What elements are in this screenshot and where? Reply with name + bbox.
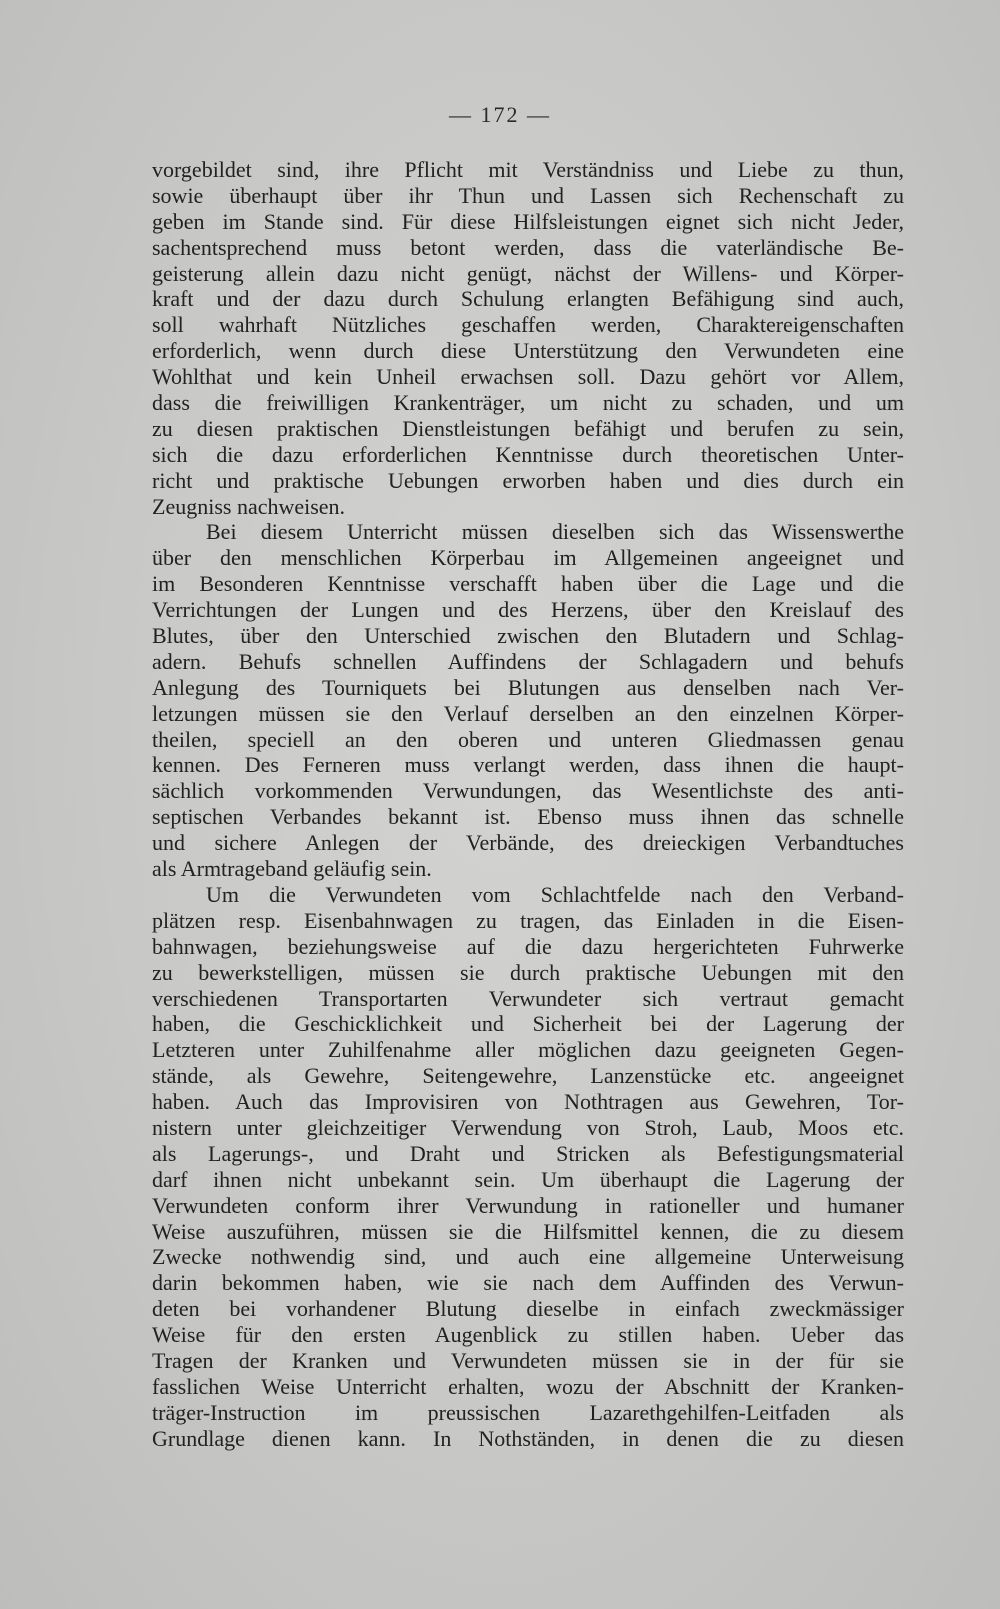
text-line: sächlich vorkommenden Verwundungen, das Wesentlichste des anti- <box>152 778 904 804</box>
text-line: vorgebildet sind, ihre Pflicht mit Verständniss und Liebe zu thun, <box>152 157 904 182</box>
text-line: dass die freiwilligen Krankenträger, um nicht zu schaden, und um <box>152 390 904 416</box>
text-line: letzungen müssen sie den Verlauf derselben an den einzelnen Körper- <box>152 700 904 726</box>
text-line: septischen Verbandes bekannt ist. Ebenso muss ihnen das schnelle <box>152 804 904 830</box>
text-line: nistern unter gleichzeitiger Verwendung von Stroh, Laub, Moos etc. <box>152 1114 904 1140</box>
text-line: Weise auszuführen, müssen sie die Hilfsmittel kennen, die zu diesem <box>152 1218 904 1244</box>
text-line: erforderlich, wenn durch diese Unterstützung den Verwundeten eine <box>152 338 904 364</box>
text-line: Wohlthat und kein Unheil erwachsen soll. Dazu gehört vor Allem, <box>152 364 904 390</box>
text-line: Letzteren unter Zuhilfenahme aller möglichen dazu geeigneten Gegen- <box>152 1037 904 1063</box>
text-line: Bei diesem Unterricht müssen dieselben sich das Wissenswerthe <box>206 519 904 545</box>
text-line: zu bewerkstelligen, müssen sie durch praktische Uebungen mit den <box>152 959 904 985</box>
text-line: theilen, speciell an den oberen und unteren Gliedmassen genau <box>152 726 904 752</box>
text-line: und sichere Anlegen der Verbände, des dreieckigen Verbandtuches <box>152 830 904 856</box>
text-line: darf ihnen nicht unbekannt sein. Um überhaupt die Lagerung der <box>152 1166 904 1192</box>
paragraph-2 <box>152 519 904 881</box>
text-line: über den menschlichen Körperbau im Allgemeinen angeeignet und <box>152 545 904 571</box>
text-line: haben, die Geschicklichkeit und Sicherheit bei der Lagerung der <box>152 1011 904 1037</box>
text-line: Verwundeten conform ihrer Verwundung in rationeller und humaner <box>152 1192 904 1218</box>
text-line: kraft und der dazu durch Schulung erlangten Befähigung sind auch, <box>152 286 904 312</box>
text-line: Weise für den ersten Augenblick zu stillen haben. Ueber das <box>152 1322 904 1348</box>
text-line: Zeugniss nachweisen. <box>152 493 346 519</box>
text-line: geben im Stande sind. Für diese Hilfsleistungen eignet sich nicht Jeder, <box>152 208 904 234</box>
text-line: bahnwagen, beziehungsweise auf die dazu hergerichteten Fuhrwerke <box>152 933 904 959</box>
text-line: zu diesen praktischen Dienstleistungen befähigt und berufen zu sein, <box>152 415 904 441</box>
text-line: Zwecke nothwendig sind, und auch eine allgemeine Unterweisung <box>152 1244 904 1270</box>
text-line: Verrichtungen der Lungen und des Herzens, über den Kreislauf des <box>152 597 904 623</box>
text-line: träger-Instruction im preussischen Lazarethgehilfen-Leitfaden als <box>152 1399 904 1425</box>
text-line: sachentsprechend muss betont werden, dass die vaterländische Be- <box>152 234 904 260</box>
paragraph-1 <box>152 157 904 519</box>
text-line: plätzen resp. Eisenbahnwagen zu tragen, das Einladen in die Eisen- <box>152 907 904 933</box>
text-line: adern. Behufs schnellen Auffindens der Schlagadern und behufs <box>152 648 904 674</box>
text-line: richt und praktische Uebungen erworben haben und dies durch ein <box>152 467 904 493</box>
text-line: stände, als Gewehre, Seitengewehre, Lanzenstücke etc. angeeignet <box>152 1063 904 1089</box>
paragraph-3 <box>152 882 904 1452</box>
text-line: haben. Auch das Improvisiren von Nothtragen aus Gewehren, Tor- <box>152 1089 904 1115</box>
text-line: Anlegung des Tourniquets bei Blutungen aus denselben nach Ver- <box>152 674 904 700</box>
text-line: kennen. Des Ferneren muss verlangt werden, dass ihnen die haupt- <box>152 752 904 778</box>
text-line: im Besonderen Kenntnisse verschafft haben über die Lage und die <box>152 571 904 597</box>
text-line: darin bekommen haben, wie sie nach dem Auffinden des Verwun- <box>152 1270 904 1296</box>
text-line: Tragen der Kranken und Verwundeten müssen sie in der für sie <box>152 1347 904 1373</box>
text-line: verschiedenen Transportarten Verwundeter sich vertraut gemacht <box>152 985 904 1011</box>
text-line: soll wahrhaft Nützliches geschaffen werden, Charaktereigenschaften <box>152 312 904 338</box>
text-line: deten bei vorhandener Blutung dieselbe in einfach zweckmässiger <box>152 1296 904 1322</box>
text-line: sich die dazu erforderlichen Kenntnisse durch theoretischen Unter- <box>152 441 904 467</box>
text-line: als Armtrageband geläufig sein. <box>152 856 432 882</box>
text-line: fasslichen Weise Unterricht erhalten, wozu der Abschnitt der Kranken- <box>152 1373 904 1399</box>
text-line: sowie überhaupt über ihr Thun und Lassen sich Rechenschaft zu <box>152 182 904 208</box>
text-line: als Lagerungs-, und Draht und Stricken als Befestigungsmaterial <box>152 1140 904 1166</box>
text-line: Blutes, über den Unterschied zwischen den Blutadern und Schlag- <box>152 623 904 649</box>
text-line: geisterung allein dazu nicht genügt, nächst der Willens- und Körper- <box>152 260 904 286</box>
page-number: — 172 — <box>449 102 551 127</box>
body-text <box>152 157 904 1452</box>
text-line: Um die Verwundeten vom Schlachtfelde nach den Verband- <box>206 881 904 907</box>
text-line: Grundlage dienen kann. In Nothständen, in denen die zu diesen <box>152 1425 904 1451</box>
